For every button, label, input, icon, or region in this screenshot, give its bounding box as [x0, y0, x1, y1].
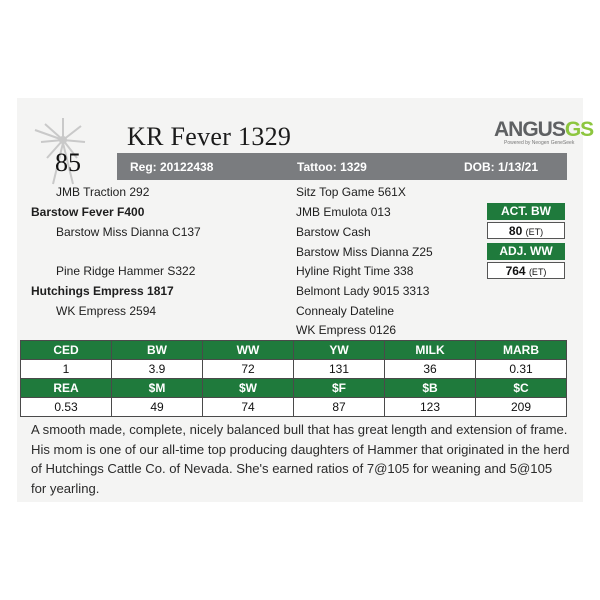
logo-brand-main: ANGUS: [494, 118, 565, 141]
epd-value-cell: 36: [385, 360, 476, 379]
index-value-cell: 74: [203, 398, 294, 417]
adj-ww-note: (ET): [528, 267, 547, 277]
pedigree-dam-dam: WK Empress 2594: [56, 304, 157, 318]
pedigree-col2-item: Belmont Lady 9015 3313: [296, 284, 430, 298]
index-header-cell: $C: [476, 379, 567, 398]
pedigree-sire-dam: Barstow Miss Dianna C137: [56, 225, 201, 239]
index-header-cell: REA: [21, 379, 112, 398]
lot-number: 85: [55, 148, 81, 177]
epd-value-cell: 1: [21, 360, 112, 379]
pedigree-col2-item: JMB Emulota 013: [296, 205, 391, 219]
epd-value-cell: 131: [294, 360, 385, 379]
epd-header-cell: WW: [203, 341, 294, 360]
epd-header-cell: BW: [112, 341, 203, 360]
index-value-cell: 123: [385, 398, 476, 417]
pedigree-col2-item: Barstow Miss Dianna Z25: [296, 245, 433, 259]
epd-value-cell: 0.31: [476, 360, 567, 379]
pedigree-col2-item: Barstow Cash: [296, 225, 371, 239]
epd-header-row: [21, 341, 567, 360]
act-bw-number: 80: [508, 224, 523, 238]
animal-name: KR Fever 1329: [127, 122, 292, 151]
tattoo: Tattoo: 1329: [297, 160, 367, 174]
epd-header-cell: YW: [294, 341, 385, 360]
registration-number: Reg: 20122438: [130, 160, 214, 174]
epd-header-cell: MARB: [476, 341, 567, 360]
pedigree-sire-sire: JMB Traction 292: [56, 185, 150, 199]
logo-tagline: Powered by Neogen GeneSeek: [504, 140, 575, 146]
index-value-cell: 87: [294, 398, 385, 417]
index-value-cell: 49: [112, 398, 203, 417]
date-of-birth: DOB: 1/13/21: [464, 160, 539, 174]
pedigree-col2-item: Connealy Dateline: [296, 304, 395, 318]
epd-header-cell: MILK: [385, 341, 476, 360]
epd-value-row: [21, 360, 567, 379]
act-bw-label: ACT. BW: [487, 203, 565, 220]
pedigree-dam-sire: Pine Ridge Hammer S322: [56, 264, 196, 278]
index-value-cell: 209: [476, 398, 567, 417]
act-bw-value: [487, 222, 565, 239]
epd-header-cell: CED: [21, 341, 112, 360]
info-bar: [117, 153, 567, 180]
index-header-row: [21, 379, 567, 398]
epd-value-cell: 72: [203, 360, 294, 379]
index-header-cell: $M: [112, 379, 203, 398]
index-value-row: [21, 398, 567, 417]
logo-brand-accent: GS: [564, 118, 594, 141]
index-header-cell: $F: [294, 379, 385, 398]
pedigree-col2-item: WK Empress 0126: [296, 323, 397, 337]
angus-gs-logo: [494, 118, 593, 146]
index-header-cell: $B: [385, 379, 476, 398]
index-value-cell: 0.53: [21, 398, 112, 417]
index-header-cell: $W: [203, 379, 294, 398]
pedigree-col2-item: Sitz Top Game 561X: [296, 185, 406, 199]
epd-value-cell: 3.9: [112, 360, 203, 379]
lot-card: [17, 98, 594, 502]
pedigree-col2-item: Hyline Right Time 338: [296, 264, 414, 278]
act-bw-note: (ET): [525, 227, 544, 237]
pedigree-dam: Hutchings Empress 1817: [31, 284, 174, 298]
pedigree-sire: Barstow Fever F400: [31, 205, 145, 219]
lot-description: A smooth made, complete, nicely balanced bull that has great length and extension of frame. His mom is one of our all-time top producing daughters of Hammer that originated in the herd of Hutchings Cattle Co. of Nevada. She's earned ratios of 7@105 for weaning and 5@105 for yearling.: [31, 422, 570, 496]
adj-ww-number: 764: [505, 264, 526, 278]
epd-table: [20, 340, 567, 417]
adj-ww-label: ADJ. WW: [487, 243, 565, 260]
adj-ww-value: [487, 262, 565, 279]
